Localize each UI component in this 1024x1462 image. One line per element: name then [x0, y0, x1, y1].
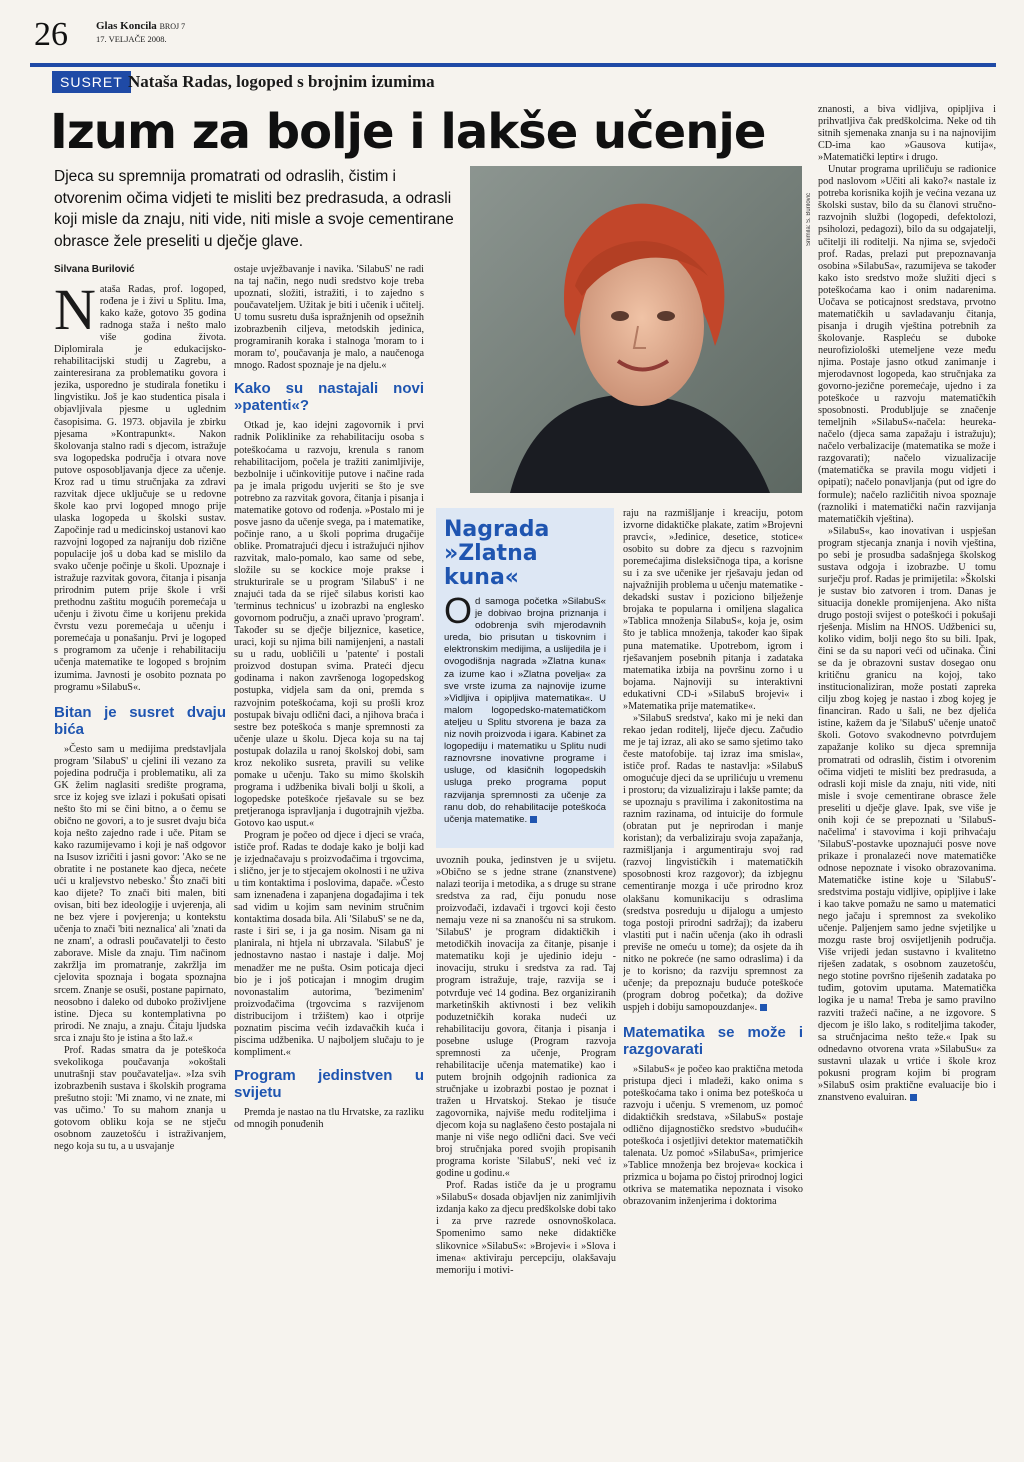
subheading: Program jedinstven u svijetu [234, 1066, 424, 1101]
subheading: Matematika se može i razgovarati [623, 1023, 803, 1058]
paragraph: »'SilabuS sredstva', kako mi je neki dan rekao jedan roditelj, liječe djecu. Začudio me je taj izraz, ali ako se samo sjetimo tako česte matofobije. taj izraz ima smisla«, ističe prof. Radas te nastavlja: »SilabuS omogućuje djeci da se uprilićuju u vremenu i prostoru; da vizualiziraju i lakše pamte; da se upoznaju s pravilima i zakonitostima na raznim razinama, od intuicije do formule (obratan put je neprirodan i manje koristan); da verbaliziraju svoja zapažanja, razmišljanja i argumentiraju svoj rad (razvoj lingvističkih i matematičkih sposobnosti kroz razgovor); da izbjegnu cementiranje mozga i uče prirodno kroz olakšanu komunikaciju s odraslima (sredstva posreduju u dijalogu a umjesto toga postoji prirodni sadržaj); da izaberu vlastiti put i način učenja (ako ih odrasli previše ne omeću u tome); da osjete da ih nitko ne pokreće (ne samo odraslima) i da je to korisno; da razviju spremnost za učenje; da prepoznaju buduće poteškoće (program dobrog početka); da dožive uspjeh i dobiju samopouzdanje«. [623, 712, 803, 1013]
paragraph: raju na razmišljanje i kreaciju, potom izvorne didaktičke plakate, zatim »Brojevni pravci«, »Jedinice, desetice, stotice« osobito su dobre za djecu s razvojnim poremećajima disleksičnoga tipa, a korisne su i za sve učenike jer rješavaju jedan od najvažnijih problema u učenju matematike - dekadski sustav i poziciono bilježenje brojaka te popularna i omiljena slagalica »Tablica množenja SilabuS«, koja je, osim što je tablica množenja, također kao šipak puna matematike. Upotrebom, igrom i rješavanjem posebnih pitanja i zadataka matematika izbija na površinu zorno i u bojama. Najnoviji su interaktivni edukativni CD-i »SilabuS brojevi« i »Matematika prije matematike«. [623, 508, 803, 712]
paragraph: Prof. Radas smatra da je poteškoća svekolikoga poučavanja »okoštali unutrašnji stav poučavatelja«. »Iza svih izobrazbenih sustava i školskih programa prešutno stoji: 'Mi znamo, vi ne znate, mi vas učimo.' To su mahom znanja u gotovom obliku koja se ne stječu osobnom zauzetošću i istraživanjem, nego koja su tu, a u usvajanje [54, 1044, 226, 1153]
page-number: 26 [34, 16, 68, 53]
headline: Izum za bolje i lakše učenje [50, 104, 766, 160]
drop-cap: O [444, 590, 473, 631]
paragraph: »Često sam u medijima predstavljala program 'SilabuS' u cjelini ili vezano za pojedina područja i problematiku, ali za GK želim naglasiti središte programa, srce iz kojeg sve izlazi i pokušati opisati nešto što mi se čini bitno, a o čemu se obično ne govori, a to je susret dvaju bića koja nešto zajedno rade i uče. Pitam se kako razumijevamo i koji je naš odgovor na Isusov izričiti i jasni govor: 'Ako se ne obratite i ne postanete kao djeca, nećete ući u kraljevstvo nebesko.' Što znači biti kao dijete? To znači biti malen, biti ovisan, biti bez ideologije i uvjerenja, ali ne bez vjere i povjerenja; u kontekstu učenja to znači 'biti neznalica' ali 'znati da ne znam', a odrasli poučavatelji to često zaborave. Misle da znaju. Tim načinom zakržlja im promatranje, zakržlja im cjelovita spoznaja i bogata spoznajna srcem. Znanje se osuši, postane papirnato, neosobno i daleko od duboko proživljene istine. Djeca su kontemplativna po prirodi. Ne znaju, a znaju. Čitaju ljudska srca i znaju što je istina a što laž.« [54, 743, 226, 1044]
end-mark-icon [530, 816, 537, 823]
sidebar-body: Od samoga početka »SilabuS« je dobivao brojna priznanja i odobrenja svih mjerodavnih ureda, bio prisutan u tiskovnim i elektronskim medijima, a uslijedila je i ovogodišnja nagrada »Zlatna kuna« za izume kao i »Zlatna povelja« za sve vrste izuma za najnovije izume »Vidljiva i opipljiva matematika«. U malom logopedsko-matematičkom ateljeu u Splitu stvorena je baza za niz novih proizvoda i igara. Kabinet za logopediju i matematiku u Splitu nudi raznovrsne inovativne programe i usluge, od klasičnih logopedskih usluga preko programa poput razvijanja spremnosti za učenje za ranu dob, do rehabilitacije poteškoća učenja matematike. [444, 590, 606, 825]
article-column-2 [234, 264, 424, 1432]
paragraph: uvoznih pouka, jedinstven je u svijetu. »Obično se s jedne strane (znanstvene) nalazi teorija i metodika, a s druge su strane sredstva za rad, čiju ponudu nose proizvođači, izdavači i trgovci koji često nemaju veze ni sa znanošću ni sa strukom. 'SilabuS' je program didaktičkih i metodičkih inovacija za čitanje, pisanje i matematiku koji je ujedinio ideju - inovaciju, struku i sredstva za rad. Taj program istražuje, traje, razvija se i potvrđuje već 14 godina. Bez organiziranih marketinških aktivnosti i bez velikih poduzetničkih koraka nudeći uz rehabilitaciju govora, čitanja i pisanja i posebne usluge (Program razvoja spremnosti za učenje, Program rehabilitacije učenja matematike) kao i putem brojnih odgojnih radionica za stručnjake u izobrazbi postao je poznat i tražen u Hrvatskoj. Stekao je tisuće zagovornika, najviše među roditeljima i djecom koja su naglašeno često postajala ni manje ni više nego odlični đaci. Sve veći broj stručnjaka pored svojih propisanih programa koriste 'SilabuS', neki već iz godine u godinu.« [436, 855, 616, 1180]
byline: Silvana Burilović [54, 264, 135, 275]
paragraph: Premda je nastao na tlu Hrvatske, za razliku od mnogih ponuđenih [234, 1106, 424, 1130]
photo-credit: Snimila: S. Burilović [806, 192, 812, 246]
issue-date: 17. VELJAČE 2008. [96, 34, 167, 44]
article-column-1 [54, 284, 226, 1432]
portrait-illustration [470, 166, 802, 493]
paragraph: »SilabuS« je počeo kao praktična metoda pristupa djeci i mladeži, kako onima s poteškoćama tako i onima bez poteškoća u razvoju i učenju. S vremenom, uz pomoć didaktičkih sredstava, »SilabuS« postaje odlično dijagnostičko sredstvo »budućih« poteškoća i osjetljivi detektor matematičkih talenata. Uz pomoć »SilabuSa«, primjerice »Tablice množenja bez brojeva« kockica i prizmica u bojama po čistoj prirodnoj logici otkriva se matematika nepoznata i visoko obrazovanim inženjerima i doktorima [623, 1063, 803, 1208]
publication-info [96, 20, 185, 46]
award-sidebar [436, 508, 614, 848]
kicker-title: Nataša Radas, logoped s brojnim izumima [128, 72, 435, 91]
issue-number: BROJ 7 [159, 22, 186, 31]
end-mark-icon [910, 1094, 917, 1101]
paragraph: Nataša Radas, prof. logoped, rođena je i živi u Splitu. Ima, kako kaže, gotovo 35 godina radnoga staža i nešto malo više godina života. Diplomirala je edukacijsko-rehabilitacijski studij u Zagrebu, a zainteresirana za problematiku govora i jezika, usporedno je studirala fonetiku i lingvistiku. Još je kao studentica pisala i objavljivala pjesme u uglednim časopisima. G. 1973. objavila je zbirku pjesama »Kontrapunkt«. Nakon školovanja stalno radi s djecom, istražuje sva logopedska područja i otvara nove putove osposobljavanja djece za učenje. Kroz rad u timu stručnjaka za zdravi razvitak djece uključuje se u redovne škole kao prvi logoped mnogo prije ulaska logopeda u školski sustav. Započinje rad u medicinskoj ustanovi kao razvojni logoped za najraniju dob rizične populacije još u doba kad se mislilo da svako učenje počinje u školi. Upoznaje i istražuje razvitak govora, čitanja i pisanja prirodnim putem prije škole i vrši prethodnu zaštitu mogućih poremećaja u učenju i životu čime u korijenu prekida čvrstu vezu poremećaja u učenju i poremećaja u ponašanju. Prvi je logoped s programom za učenje i rehabilitaciju učenja matematike te logoped s brojnim izumima. Javnosti je osobito poznata po programu »SilabuS«. [54, 284, 226, 693]
article-column-3 [436, 855, 616, 1432]
sidebar-title-line1: Nagrada [444, 517, 550, 542]
paragraph: Program je počeo od djece i djeci se vraća, ističe prof. Radas te dodaje kako je bolji kad je izjednačavaju s proizvođačima i trgovcima, i slično, jer je to stjecajem okolnosti i ne uživa u tim kontaktima i poslovima, dapače. »Često sam iznenađena i zapanjena događajima i tek sad vidim u kojim sam nevinim stručnim kontaktima dosada bila. Ali 'SilabuS' se ne da, raste i širi se, i ja ga nosim. Nisam ga ni planirala, ni htjela ni ubrzavala. 'SilabuS' je jednostavno nastao i nastaje i dalje. Moj menadžer me ne pušta. Osim poticaja djeci bio je i još poticajan i mnogim drugim novonastalim autorima, 'bezimenim' proizvođačima (trgovcima s razvijenom distribucijom i tržištem) kao i otprije poznatim piscima većih izdavačkih kuća i piscima udžbenika. U najboljem slučaju to je kompliment.« [234, 830, 424, 1058]
section-kicker: SUSRET [52, 71, 131, 93]
paragraph: Otkad je, kao idejni zagovornik i prvi radnik Poliklinike za rehabilitaciju osoba s poteškoćama u razvoju, krenula s ranom rehabilitacijom, počela je tražiti zanimljivije, bezbolnije i učinkovitije putove i načine rada pa je imala prigodu uvjeriti se što je sve potrebno za razvitak govora, čitanja i pisanja i matematike gotovo od rođenja. »Postalo mi je posve jasno da učenje svega, pa i matematike, počinje rano, a u školi poprima drugačije oblike. Promatrajući djecu i istražujući njihov razvitak, malo-pomalo, kao same od sebe, složile su se kockice moje prakse i strukturirale se u program 'SilabuS' i ne znajući tada da se riječ silabus koristi kao 'terminus technicus' u izobrazbi na englesko govornom području, a znači upravo 'program'. Također su se dječje biljeznice, kasetice, uraci, koji su njima bili namijenjeni, a nastali su u radu, uobličili u 'patente' i postali proizvod dostupan svima. Prateći djecu godinama i nakon završenoga logopedskog postupka, vidjela sam da oni, premda s razvojnim poteškoćama, koji su prošli kroz postupak bivaju odlični đaci, a njihova braća i sestre bez poteškoća s manje spremnosti za učenje ulaze u školu. Djeca koja su na taj postupak dolazila u ranoj školskoj dobi, sam kroz nekoliko susreta, pravili su velike pomake u učenju. Tako su mimo školskih programa i udžbenika bivali bolji u školi, a logopedske poteškoće rješavale su se bez pretjeranoga ispravljanja i dugotrajnih vježba. Gotovo kao usput.« [234, 420, 424, 829]
subheading: Kako su nastajali novi »patenti«? [234, 380, 424, 415]
article-column-4 [623, 508, 803, 1432]
paragraph: Unutar programa upriličuju se radionice pod naslovom »Učiti ali kako?« nastale iz potreba korisnika kojih je većina vezana uz školski sustav, bilo da su članovi stručno-razvojnih službi (logopedi, defektolozi, psiholozi, pedagozi), bilo da su odgajatelji, učitelji ili roditelji. Na njima se, svjedoči prof. Radas, prelazi put prepoznavanja osobina »SilabuSa«, razumijeva se također kako isto sredstvo može služiti djeci s poteškoćama kao i onim nadarenima. Uočava se poticajnost sredstava, prvotno matematičkih u savladavanju čitanja, pisanja i drugih vještina potrebnih za školovanje. Raspleću se duboke neurofiziološki utemeljene veze među njima. Postaje jasno otkud zanimanje i mjerodavnost logopeda, kao stručnjaka za govorno-jezične poremećaje, ujedno i za poteškoće u razvoju matematičkih sposobnosti. Produbljuje se značenje temeljnih »SilabuS«-načela: heureka-načelo (djeca sama zapažaju i istražuju); načelo verbalizacije (matematika se može i razgovarati); načelo vizualizacije (matematička se pravila mogu vidjeti i opipati); načelo ponavljanja (put od igre do formule); načelo različitih nivoa spoznaje (raznoliki i matematički način razvijanja matematičkih vještina). [818, 164, 996, 525]
sidebar-title-line2: »Zlatna kuna« [444, 541, 538, 590]
paragraph: Prof. Radas ističe da je u programu »SilabuS« dosada objavljen niz zanimljivih izdanja kako za djecu predškolske dobi tako i za prve razrede osnovnoškolaca. Spomenimo samo neke didaktičke slikovnice »SilabuS«: »Brojevi« i »Slova i imena« aktiviraju percepciju, olakšavaju memoriju i motivi- [436, 1180, 616, 1276]
lead-paragraph: Djeca su spremnija promatrati od odraslih, čistim i otvorenim očima vidjeti te misliti bez predrasuda, a odrasli koji misle da znaju, niti vide, niti misle a svoje cementirane obrasce žele preseliti u dječje glave. [54, 168, 454, 250]
paragraph: znanosti, a biva vidljiva, opipljiva i prihvatljiva čak predškolcima. Neke od tih sitnih sjemenaka znanja su i na najnovijim CD-ima kao »Gausova kutija«, »Matematički leptir« i drugo. [818, 104, 996, 164]
drop-cap: N [54, 284, 96, 342]
end-mark-icon [760, 1004, 767, 1011]
article-column-5 [818, 104, 996, 1432]
subheading: Bitan je susret dvaju bića [54, 703, 226, 738]
publication-name: Glas Koncila [96, 20, 157, 32]
portrait-photo [470, 166, 802, 493]
paragraph: ostaje uvježbavanje i navika. 'SilabuS' ne radi na taj način, nego nudi sredstvo koje treba upoznati, složiti, istražiti, i to zajedno s poučavateljem. Užitak je biti i učenik i učitelj. U tomu susretu duša ispražnjenih od opsežnih izobrazbenih ciljeva, metodskih jedinica, programiranih koraka i stalnoga 'moram to i moram to', poučavanja je malo, a naučenoga mnogo. Radost spoznaje je na djelu.« [234, 264, 424, 372]
header-rule [30, 63, 996, 67]
paragraph: »SilabuS«, kao inovativan i uspješan program stjecanja znanja i novih vještina, po sebi je prosudba sadašnjega školskog sustava odgoja i izobrazbe. U tomu surječju prof. Radas je primijetila: »Školski je sustav bio zatvoren i trom. Danas je situacija donekle promijenjena. Ako ništa drugo postoji svijest o poteškoći i pokušaji rješenja. Mislim na HNOS. Udžbenici su, koliko vidim, bolji nego što su bili. Ipak, čini se da su napori veći od učinaka. Čini se da je obrazovni sustav dosegao onu kritičnu granicu na kojoj, tako institucionaliziran, može postati zapreka cilju zbog kojeg je nastao i zbog kojeg je financiran. Rado u šali, ne bez djelića istine, kažem da je 'SilabuS' učenje unatoč školi. Gotovo svakodnevno potvrđujem zapažanje koliko su djeca spremnija promatrati od odraslih, čistim i otvorenim očima vidjeti te misliti bez predrasuda, a odrasli koji misle da znaju, niti vide, niti misle i svoje cementirane obrasce žele preseliti u dječje glave. Ipak, sve više je onih koji će se prepoznati u 'SilabuS-načelima' i stavovima i koji prihvaćaju 'SilabuS'-postavke upoznajući posve nove prikaze i pronalazeći nove matematičke odnose nepoznate i visoko obrazovanima. Matematičke istine koje u 'SilabuS'-sredstvima postaju vidljive, opipljive i lake i kao takve pomažu ne samo u matematici nego jačaju i spremnost za svekoliko učenje. Paljenjem samo jedne svjetiljke u mozgu raste broj osvijetljenih područja. Više vrijedi jedan sustavno i kvalitetno riješen zadatak, s osobnom zauzetošću, nego stotine površno riješenih zadataka po tuđim, gotovim uputama. Matematička logika je u nama! Treba je samo pravilno razviti tražeći načine, a ne izgovore. S djecom je išlo lako, s roditeljima također, sa stručnjacima nešto teže.« Ipak su odnedavno otvorena vrata »SilabuSu« za sustavni ulazak u vrtiće i škole kroz pokusni program kojim bi program »SilabuS osim praktične evaluacije bio i znanstveno evaluiran. [818, 525, 996, 1103]
